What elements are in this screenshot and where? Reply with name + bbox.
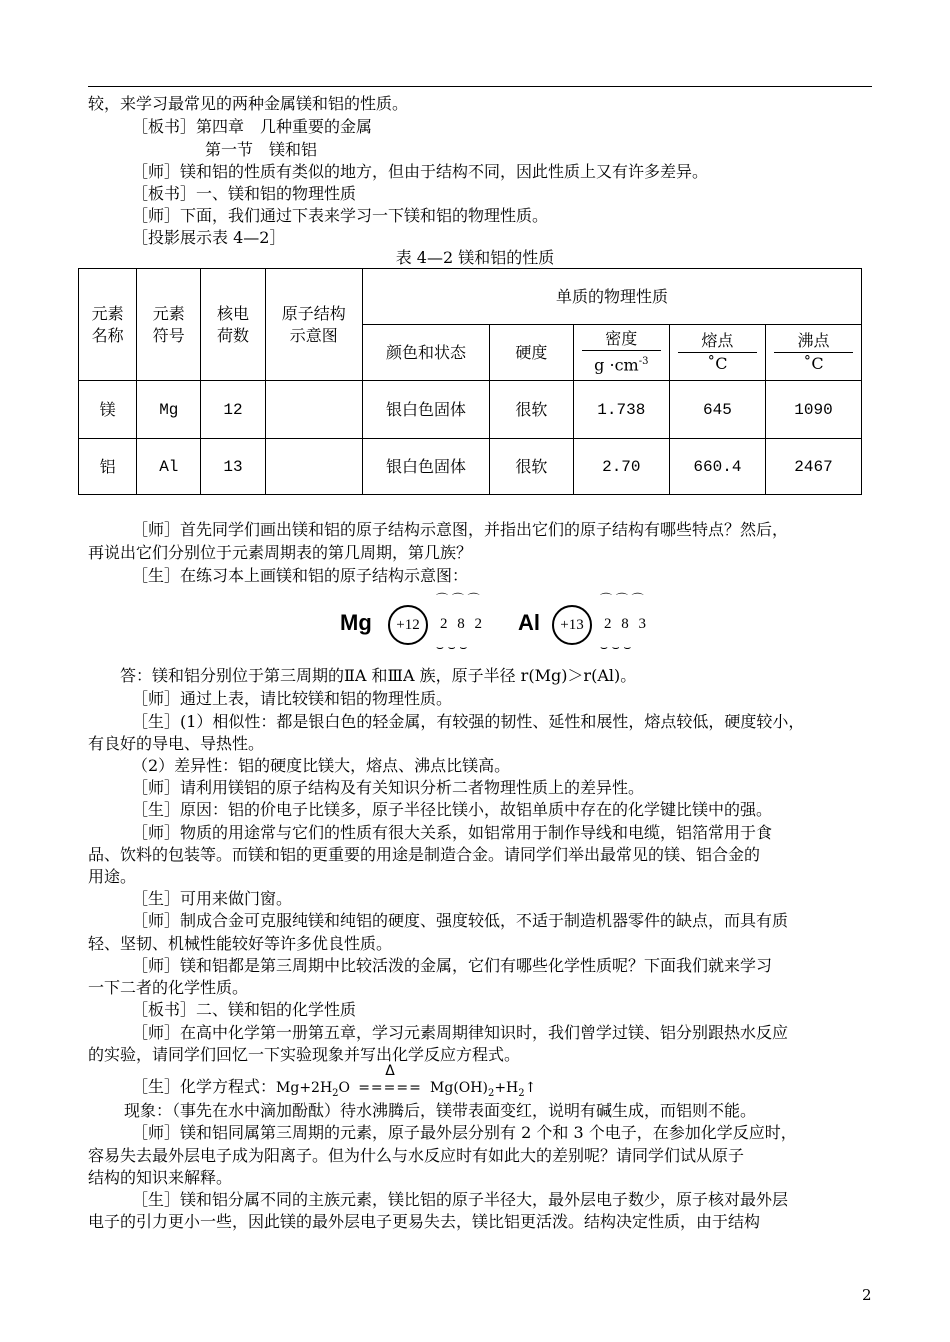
header-density	[573, 325, 669, 381]
equals-arrow: =====	[358, 1080, 422, 1096]
equation-subscript: 2	[518, 1087, 525, 1099]
text-line: ［师］镁和铝都是第三周期中比较活泼的金属，它们有哪些化学性质呢？下面我们就来学习	[132, 956, 773, 975]
cell-symbol: Al	[137, 439, 201, 495]
text-line: 轻、坚韧、机械性能较好等许多优良性质。	[88, 934, 393, 953]
density-unit-base: g ·cm	[594, 355, 639, 375]
cell-symbol: Mg	[137, 381, 201, 439]
cell-charge: 13	[201, 439, 265, 495]
cell-color: 银白色固体	[363, 439, 490, 495]
cell-boiling-point: 1090	[765, 381, 861, 439]
text-line: （2）差异性：铝的硬度比镁大，熔点、沸点比镁高。	[132, 756, 511, 775]
density-unit-exponent: -3	[638, 356, 649, 368]
text-line: ［师］制成合金可克服纯镁和纯铝的硬度、强度较低，不适于制造机器零件的缺点，而具有质	[132, 911, 789, 930]
atomic-structure-diagrams	[330, 588, 650, 658]
table-row	[79, 439, 862, 495]
text-line: ［生］(1）相似性：都是银白色的轻金属，有较强的韧性、延性和展性，熔点较低，硬度较小，	[132, 712, 805, 731]
section-heading: ［板书］二、镁和铝的化学性质	[132, 1000, 357, 1019]
text-line: ［师］下面，我们通过下表来学习一下镁和铝的物理性质。	[132, 206, 549, 225]
header-boiling-point	[765, 325, 861, 381]
text-line: ［师］在高中化学第一册第五章，学习元素周期律知识时，我们曾学过镁、铝分别跟热水反应	[132, 1023, 789, 1042]
equation-right	[430, 1080, 537, 1099]
gas-arrow-icon: ↑	[524, 1080, 537, 1096]
text-line: 现象：（事先在水中滴加酚酞）待水沸腾后，镁带表面变红，说明有碱生成，而铝则不能。	[124, 1101, 757, 1120]
text-line: ［生］可用来做门窗。	[132, 889, 293, 908]
equation-right-mid: +H	[494, 1080, 519, 1096]
boiling-point-label: 沸点	[774, 330, 853, 353]
page-number: 2	[862, 1286, 872, 1304]
text-line: 品、饮料的包装等。而镁和铝的更重要的用途是制造合金。请同学们举出最常见的镁、铝合金的	[88, 845, 761, 864]
electron-shells: 2 8 3	[604, 616, 649, 632]
cell-color: 银白色固体	[363, 381, 490, 439]
cell-density: 1.738	[573, 381, 669, 439]
text-line: ［生］在练习本上画镁和铝的原子结构示意图：	[132, 566, 469, 585]
text-line: 答：镁和铝分别位于第三周期的ⅡA 和ⅢA 族，原子半径 r(Mg)＞r(Al)。	[120, 666, 637, 685]
cell-name: 镁	[79, 381, 137, 439]
equation-prefix: ［生］化学方程式：	[132, 1077, 277, 1096]
heat-condition-icon: Δ	[385, 1063, 395, 1079]
cell-hardness: 很软	[490, 381, 574, 439]
text-line: ［师］镁和铝的性质有类似的地方，但由于结构不同，因此性质上又有许多差异。	[132, 162, 709, 181]
cell-diagram	[265, 439, 363, 495]
text-line: 的实验，请同学们回忆一下实验现象并写出化学反应方程式。	[88, 1045, 521, 1064]
cell-hardness: 很软	[490, 439, 574, 495]
section-title: 第一节 镁和铝	[205, 140, 318, 159]
text-line: 一下二者的化学性质。	[88, 978, 249, 997]
shell-arc-icon: ⌣ ⌣ ⌣	[600, 640, 632, 654]
header-rule	[88, 86, 872, 87]
table-row	[79, 381, 862, 439]
header-melting-point	[669, 325, 765, 381]
density-unit	[574, 351, 669, 376]
text-line: 较，来学习最常见的两种金属镁和铝的性质。	[88, 94, 409, 113]
cell-melting-point: 660.4	[669, 439, 765, 495]
nucleus-circle: +13	[552, 605, 592, 645]
text-line: ［板书］第四章 几种重要的金属	[132, 117, 373, 136]
text-line: 用途。	[88, 867, 137, 886]
equation-left-part: Mg+2H	[276, 1080, 333, 1096]
electron-shells: 2 8 2	[440, 616, 485, 632]
text-line: 结构的知识来解释。	[88, 1168, 233, 1187]
equation-right-part: Mg(OH)	[430, 1080, 488, 1096]
text-line: ［师］首先同学们画出镁和铝的原子结构示意图，并指出它们的原子结构有哪些特点？然后，	[132, 520, 789, 539]
properties-table	[78, 268, 862, 495]
header-structure-diagram: 原子结构 示意图	[265, 269, 363, 381]
nucleus-circle: +12	[388, 605, 428, 645]
density-label: 密度	[582, 328, 661, 351]
cell-diagram	[265, 381, 363, 439]
text-line: 容易失去最外层电子成为阳离子。但为什么与水反应时有如此大的差别呢？请同学们试从原子	[88, 1146, 745, 1165]
equation-left	[276, 1080, 351, 1099]
shell-arc-icon: ⌒ ⌒ ⌒	[600, 592, 644, 606]
equation-subscript: 2	[487, 1087, 495, 1099]
cell-melting-point: 645	[669, 381, 765, 439]
text-line: 再说出它们分别位于元素周期表的第几周期，第几族？	[88, 543, 473, 562]
text-line: ［板书］一、镁和铝的物理性质	[132, 184, 357, 203]
cell-charge: 12	[201, 381, 265, 439]
cell-density: 2.70	[573, 439, 669, 495]
text-line: ［投影展示表 4—2］	[132, 228, 286, 247]
text-line: ［师］通过上表，请比较镁和铝的物理性质。	[132, 689, 453, 708]
table-caption: 表 4—2 镁和铝的性质	[395, 248, 555, 267]
shell-arc-icon: ⌒ ⌒ ⌒	[436, 592, 480, 606]
text-line: 有良好的导电、导热性。	[88, 734, 265, 753]
text-line: ［师］物质的用途常与它们的性质有很大关系，如铝常用于制作导线和电缆，铝箔常用于食	[132, 823, 773, 842]
header-physical-properties: 单质的物理性质	[363, 269, 862, 325]
text-line: ［生］镁和铝分属不同的主族元素，镁比铝的原子半径大，最外层电子数少，原子核对最外层	[132, 1190, 789, 1209]
header-hardness: 硬度	[490, 325, 574, 381]
equation-left-end: O	[338, 1080, 351, 1096]
text-line: ［师］请利用镁铝的原子结构及有关知识分析二者物理性质上的差异性。	[132, 778, 645, 797]
header-element-symbol: 元素 符号	[137, 269, 201, 381]
melting-point-label: 熔点	[678, 330, 757, 353]
reaction-arrow	[350, 1063, 430, 1099]
atom-symbol: Al	[518, 610, 540, 635]
cell-name: 铝	[79, 439, 137, 495]
shell-arc-icon: ⌣ ⌣ ⌣	[436, 640, 468, 654]
text-line: ［师］镁和铝同属第三周期的元素，原子最外层分别有 2 个和 3 个电子，在参加化学反应时，	[132, 1123, 797, 1142]
header-element-name: 元素 名称	[79, 269, 137, 381]
cell-boiling-point: 2467	[765, 439, 861, 495]
text-line: 电子的引力更小一些，因此镁的最外层电子更易失去，镁比铝更活泼。结构决定性质，由于结构	[88, 1212, 761, 1231]
equation-subscript: 2	[332, 1087, 339, 1099]
text-line: ［生］原因：铝的价电子比镁多，原子半径比镁小，故铝单质中存在的化学键比镁中的强。	[132, 800, 773, 819]
header-nuclear-charge: 核电 荷数	[201, 269, 265, 381]
melting-point-unit: ˚C	[707, 354, 728, 373]
header-color-state: 颜色和状态	[363, 325, 490, 381]
boiling-point-unit: ˚C	[803, 354, 824, 373]
atom-symbol: Mg	[340, 610, 372, 635]
